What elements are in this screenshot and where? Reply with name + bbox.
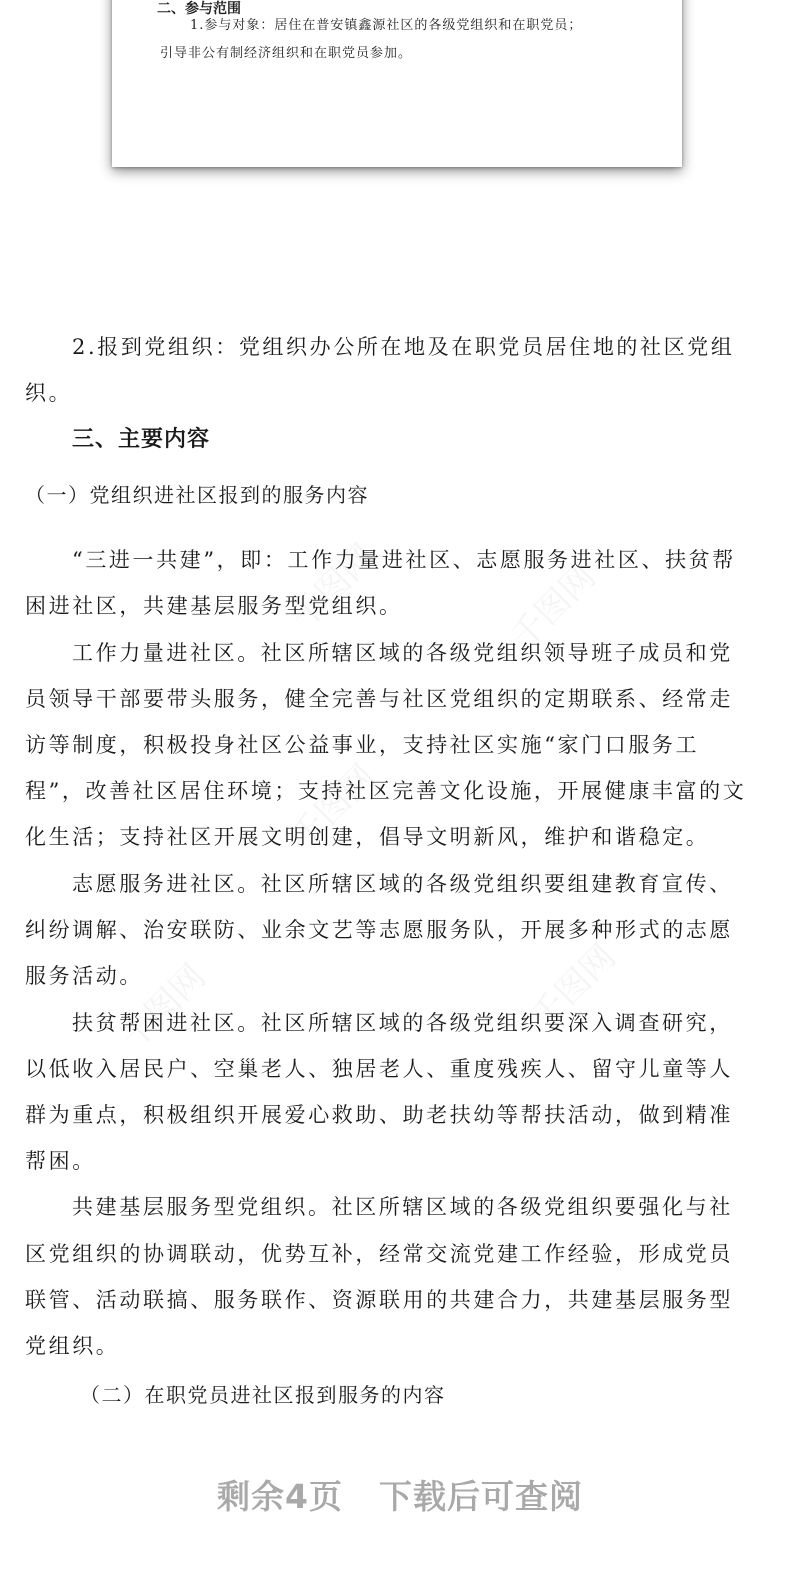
download-to-view-label: 下载后可查阅	[378, 1477, 583, 1516]
paragraph-line: 扶贫帮困进社区。社区所辖区域的各级党组织要深入调查研究，	[72, 1011, 733, 1035]
remaining-pages-label: 剩余4页	[217, 1477, 343, 1516]
paragraph-line: 员领导干部要带头服务，健全完善与社区党组织的定期联系、经常走	[25, 687, 733, 711]
section-heading: 三、主要内容	[72, 426, 211, 452]
subsection-heading: （一）党组织进社区报到的服务内容	[25, 483, 369, 507]
paragraph-line: 程”，改善社区居住环境；支持社区完善文化设施，开展健康丰富的文	[25, 779, 747, 803]
preview-page-card	[112, 0, 682, 167]
preview-line: 引导非公有制经济组织和在职党员参加。	[160, 46, 413, 61]
paragraph-line: 联管、活动联搞、服务联作、资源联用的共建合力，共建基层服务型	[25, 1288, 733, 1312]
download-banner[interactable]	[0, 1471, 800, 1518]
paragraph-line: 2.报到党组织：党组织办公所在地及在职党员居住地的社区党组	[72, 335, 735, 359]
paragraph-line: 织。	[25, 381, 73, 405]
paragraph-line: 区党组织的协调联动，优势互补，经常交流党建工作经验，形成党员	[25, 1242, 733, 1266]
preview-heading: 二、参与范围	[157, 1, 241, 17]
paragraph-line: 访等制度，积极投身社区公益事业，支持社区实施“家门口服务工	[25, 733, 700, 757]
paragraph-line: 化生活；支持社区开展文明创建，倡导文明新风，维护和谐稳定。	[25, 825, 710, 849]
preview-line: 1.参与对象：居住在普安镇鑫源社区的各级党组织和在职党员；	[190, 18, 583, 33]
paragraph-line: 帮困。	[25, 1149, 96, 1173]
paragraph-line: 志愿服务进社区。社区所辖区域的各级党组织要组建教育宣传、	[72, 872, 733, 896]
paragraph-line: 服务活动。	[25, 964, 143, 988]
paragraph-line: 以低收入居民户、空巢老人、独居老人、重度残疾人、留守儿童等人	[25, 1057, 733, 1081]
paragraph-line: 党组织。	[25, 1334, 120, 1358]
paragraph-line: 工作力量进社区。社区所辖区域的各级党组织领导班子成员和党	[72, 641, 733, 665]
subsection-heading: （二）在职党员进社区报到服务的内容	[80, 1383, 446, 1407]
paragraph-line: 群为重点，积极组织开展爱心救助、助老扶幼等帮扶活动，做到精准	[25, 1103, 733, 1127]
paragraph-line: 困进社区，共建基层服务型党组织。	[25, 594, 403, 618]
paragraph-line: 共建基层服务型党组织。社区所辖区域的各级党组织要强化与社	[72, 1195, 733, 1219]
paragraph-line: 纠纷调解、治安联防、业余文艺等志愿服务队，开展多种形式的志愿	[25, 918, 733, 942]
paragraph-line: “三进一共建”，即：工作力量进社区、志愿服务进社区、扶贫帮	[72, 548, 736, 572]
